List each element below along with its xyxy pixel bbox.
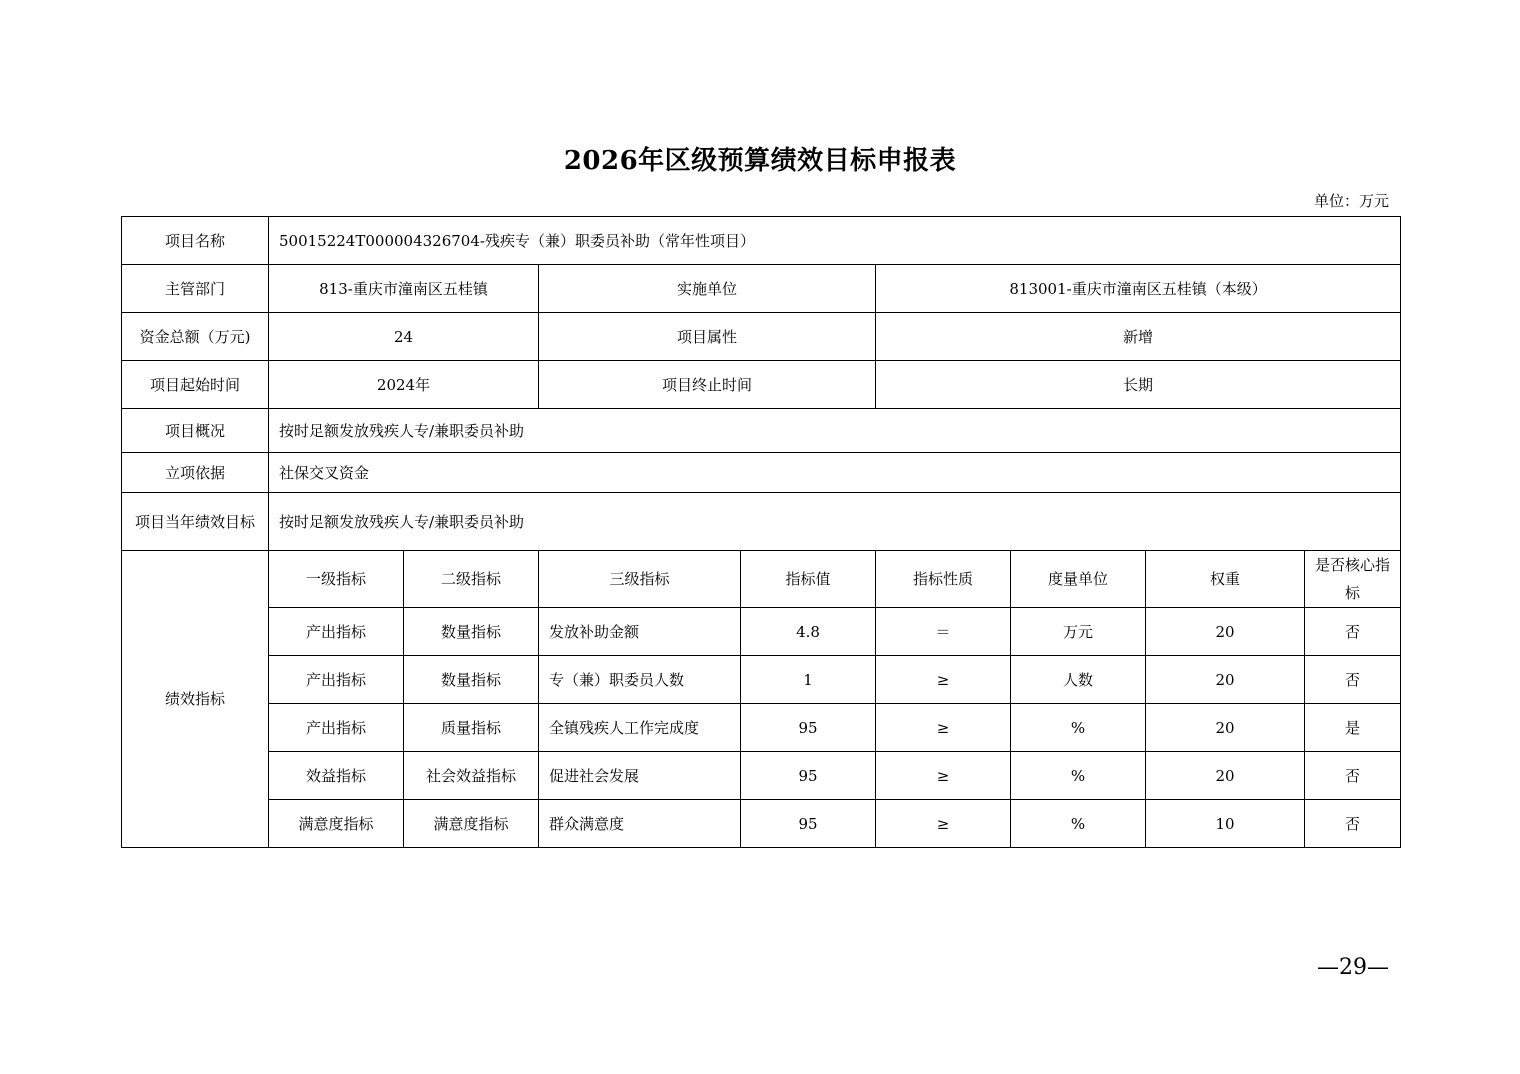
header-cell: 是否核心指标 [1305,551,1401,608]
fund-value: 24 [269,313,539,361]
level1-cell: 效益指标 [269,752,404,800]
header-cell: 指标值 [741,551,876,608]
level1-cell: 产出指标 [269,656,404,704]
attr-value: 新增 [876,313,1401,361]
weight-cell: 10 [1146,800,1305,848]
dept-value: 813-重庆市潼南区五桂镇 [269,265,539,313]
unit-cell: 人数 [1011,656,1146,704]
unit-label: 单位：万元 [1313,192,1389,210]
project-name-value: 50015224T000004326704-残疾专（兼）职委员补助（常年性项目） [269,217,1401,265]
attr-label: 项目属性 [539,313,876,361]
indicator-row [122,800,1401,848]
core-cell: 是 [1305,704,1401,752]
unit-cell: 万元 [1011,608,1146,656]
header-cell: 二级指标 [404,551,539,608]
core-cell: 否 [1305,608,1401,656]
project-name-label: 项目名称 [122,217,269,265]
level2-cell: 质量指标 [404,704,539,752]
nature-cell: ＝ [876,608,1011,656]
indicator-row [122,752,1401,800]
basis-value: 社保交叉资金 [269,453,1401,493]
value-cell: 95 [741,752,876,800]
row-goal [122,493,1401,551]
level3-cell: 发放补助金额 [539,608,741,656]
level1-cell: 产出指标 [269,608,404,656]
nature-cell: ≥ [876,704,1011,752]
core-cell: 否 [1305,656,1401,704]
indicator-header-row [122,551,1401,608]
level1-cell: 满意度指标 [269,800,404,848]
row-department [122,265,1401,313]
nature-cell: ≥ [876,752,1011,800]
indicator-row [122,704,1401,752]
nature-cell: ≥ [876,800,1011,848]
value-cell: 4.8 [741,608,876,656]
level2-cell: 满意度指标 [404,800,539,848]
core-cell: 否 [1305,752,1401,800]
impl-unit-label: 实施单位 [539,265,876,313]
header-cell: 三级指标 [539,551,741,608]
nature-cell: ≥ [876,656,1011,704]
header-cell: 指标性质 [876,551,1011,608]
value-cell: 95 [741,704,876,752]
indicator-row [122,608,1401,656]
end-value: 长期 [876,361,1401,409]
weight-cell: 20 [1146,656,1305,704]
level3-cell: 专（兼）职委员人数 [539,656,741,704]
unit-cell: % [1011,800,1146,848]
basis-label: 立项依据 [122,453,269,493]
fund-label: 资金总额（万元) [122,313,269,361]
overview-label: 项目概况 [122,409,269,453]
level3-cell: 群众满意度 [539,800,741,848]
row-overview [122,409,1401,453]
indicator-row [122,656,1401,704]
level2-cell: 数量指标 [404,608,539,656]
page-title: 2026年区级预算绩效目标申报表 [563,146,957,176]
header-cell: 一级指标 [269,551,404,608]
value-cell: 95 [741,800,876,848]
weight-cell: 20 [1146,704,1305,752]
row-period [122,361,1401,409]
unit-cell: % [1011,752,1146,800]
value-cell: 1 [741,656,876,704]
unit-cell: % [1011,704,1146,752]
row-project-name [122,217,1401,265]
indicator-section-label: 绩效指标 [122,551,269,848]
level3-cell: 促进社会发展 [539,752,741,800]
overview-value: 按时足额发放残疾人专/兼职委员补助 [269,409,1401,453]
core-cell: 否 [1305,800,1401,848]
goal-label: 项目当年绩效目标 [122,493,269,551]
row-fund [122,313,1401,361]
performance-target-table [121,216,1401,848]
level2-cell: 社会效益指标 [404,752,539,800]
dept-label: 主管部门 [122,265,269,313]
level3-cell: 全镇残疾人工作完成度 [539,704,741,752]
row-basis [122,453,1401,493]
weight-cell: 20 [1146,608,1305,656]
level1-cell: 产出指标 [269,704,404,752]
impl-unit-value: 813001-重庆市潼南区五桂镇（本级） [876,265,1401,313]
start-value: 2024年 [269,361,539,409]
level2-cell: 数量指标 [404,656,539,704]
weight-cell: 20 [1146,752,1305,800]
goal-value: 按时足额发放残疾人专/兼职委员补助 [269,493,1401,551]
header-cell: 权重 [1146,551,1305,608]
header-cell: 度量单位 [1011,551,1146,608]
page-number: —29— [1317,955,1389,980]
start-label: 项目起始时间 [122,361,269,409]
end-label: 项目终止时间 [539,361,876,409]
